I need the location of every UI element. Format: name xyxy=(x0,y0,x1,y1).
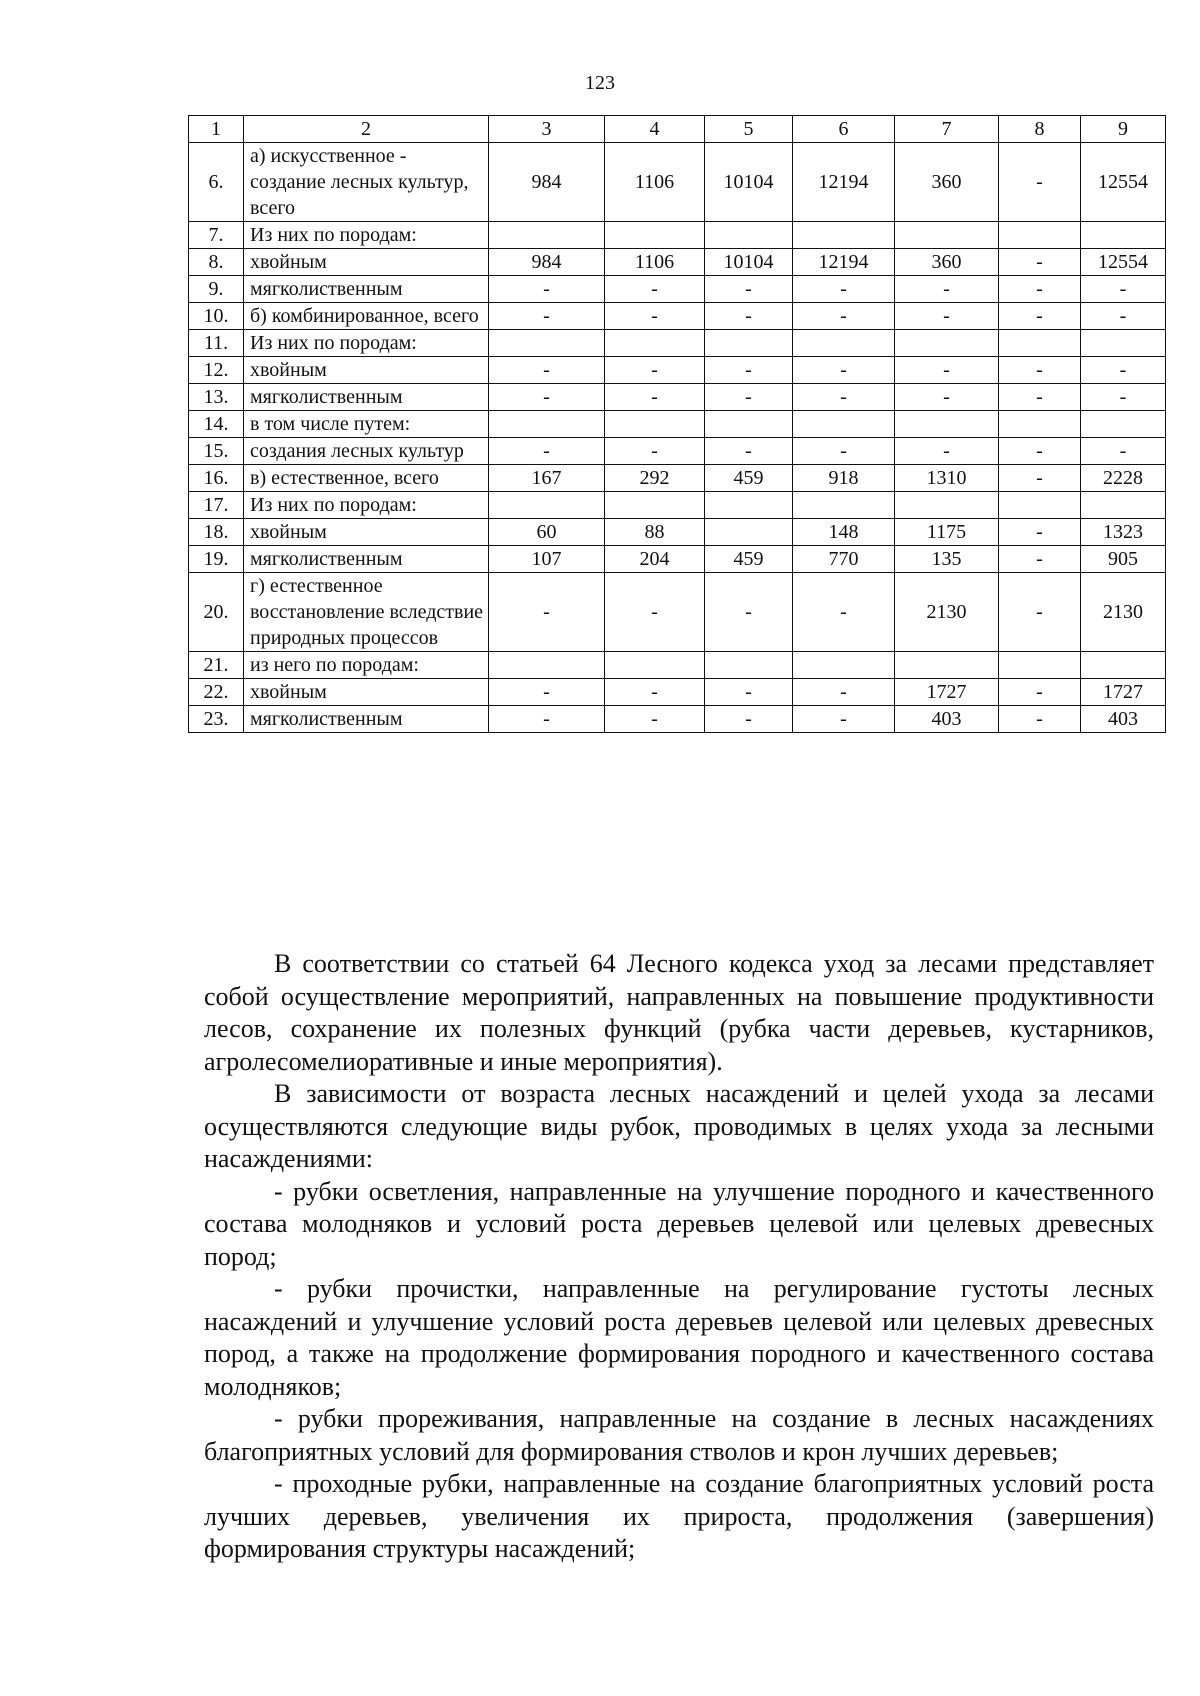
table-cell: - xyxy=(999,519,1081,546)
table-cell xyxy=(1081,330,1166,357)
row-number: 19. xyxy=(189,546,244,573)
table-cell: 984 xyxy=(489,249,605,276)
table-cell: - xyxy=(895,303,999,330)
row-label: г) естественное восстановление вследствие природных процессов xyxy=(244,573,489,652)
table-cell: - xyxy=(1081,438,1166,465)
row-number: 13. xyxy=(189,384,244,411)
table-cell: 12194 xyxy=(793,143,895,222)
table-cell: 12554 xyxy=(1081,249,1166,276)
row-number: 10. xyxy=(189,303,244,330)
row-number: 15. xyxy=(189,438,244,465)
table-cell: 1323 xyxy=(1081,519,1166,546)
row-number: 7. xyxy=(189,222,244,249)
table-cell: - xyxy=(705,679,793,706)
table-cell: - xyxy=(793,706,895,733)
column-header: 3 xyxy=(489,116,605,143)
table-cell: - xyxy=(705,303,793,330)
column-header: 5 xyxy=(705,116,793,143)
row-label: в том числе путем: xyxy=(244,411,489,438)
row-number: 18. xyxy=(189,519,244,546)
table-cell: 135 xyxy=(895,546,999,573)
table-cell: 10104 xyxy=(705,249,793,276)
row-number: 8. xyxy=(189,249,244,276)
column-header: 7 xyxy=(895,116,999,143)
table-cell: - xyxy=(489,384,605,411)
table-cell: - xyxy=(793,438,895,465)
table-cell: - xyxy=(793,679,895,706)
row-number: 9. xyxy=(189,276,244,303)
table-cell: - xyxy=(793,303,895,330)
table-row xyxy=(189,143,1166,222)
paragraph: - проходные рубки, направленные на создание благоприятных условий роста лучших деревьев, увеличения их прироста, продолжения (завершения) формирования структуры насаждений; xyxy=(204,1469,1154,1563)
table-cell xyxy=(1081,492,1166,519)
row-label: мягколиственным xyxy=(244,384,489,411)
table-cell xyxy=(489,492,605,519)
column-header: 9 xyxy=(1081,116,1166,143)
table-row xyxy=(189,330,1166,357)
table-row xyxy=(189,222,1166,249)
table-cell xyxy=(1081,652,1166,679)
table-cell: 403 xyxy=(1081,706,1166,733)
row-label: создания лесных культур xyxy=(244,438,489,465)
table-cell: 88 xyxy=(605,519,705,546)
table-cell: 10104 xyxy=(705,143,793,222)
table-cell: 1106 xyxy=(605,143,705,222)
table-cell xyxy=(705,652,793,679)
row-label: хвойным xyxy=(244,519,489,546)
table-row xyxy=(189,546,1166,573)
row-number: 22. xyxy=(189,679,244,706)
table-cell xyxy=(705,330,793,357)
table-cell: - xyxy=(793,276,895,303)
row-number: 20. xyxy=(189,573,244,652)
table-row xyxy=(189,465,1166,492)
table-row xyxy=(189,679,1166,706)
table-cell xyxy=(1081,222,1166,249)
table-cell: - xyxy=(489,438,605,465)
row-label: Из них по породам: xyxy=(244,330,489,357)
table-cell: 984 xyxy=(489,143,605,222)
row-number: 21. xyxy=(189,652,244,679)
table-cell: - xyxy=(895,276,999,303)
table-cell: - xyxy=(605,706,705,733)
table-cell: - xyxy=(793,384,895,411)
table-cell: 1727 xyxy=(1081,679,1166,706)
table-cell: - xyxy=(999,465,1081,492)
table-cell: - xyxy=(1081,357,1166,384)
table-cell: 12554 xyxy=(1081,143,1166,222)
row-label: мягколиственным xyxy=(244,276,489,303)
table-row xyxy=(189,492,1166,519)
table-cell: - xyxy=(705,573,793,652)
table-cell xyxy=(605,652,705,679)
table-row xyxy=(189,411,1166,438)
table-cell: - xyxy=(895,357,999,384)
table-cell: - xyxy=(489,706,605,733)
table-row xyxy=(189,438,1166,465)
table-cell: - xyxy=(489,357,605,384)
table-cell: - xyxy=(605,679,705,706)
table-cell xyxy=(999,492,1081,519)
table-cell: - xyxy=(489,679,605,706)
table-cell: - xyxy=(705,276,793,303)
column-header: 2 xyxy=(244,116,489,143)
table-cell xyxy=(999,652,1081,679)
table-cell: - xyxy=(605,384,705,411)
table-cell: 459 xyxy=(705,546,793,573)
table-cell: - xyxy=(999,546,1081,573)
table-row xyxy=(189,303,1166,330)
row-number: 23. xyxy=(189,706,244,733)
table-cell xyxy=(489,330,605,357)
table-cell: 2130 xyxy=(1081,573,1166,652)
table-cell: - xyxy=(895,438,999,465)
table-cell xyxy=(999,222,1081,249)
table-cell: - xyxy=(705,357,793,384)
row-label: в) естественное, всего xyxy=(244,465,489,492)
paragraph: - рубки прореживания, направленные на создание в лесных насаждениях благоприятных условий для формирования стволов и крон лучших деревьев; xyxy=(204,1404,1154,1466)
table-cell: 107 xyxy=(489,546,605,573)
table-cell: - xyxy=(705,384,793,411)
table-cell xyxy=(605,222,705,249)
paragraph: - рубки прочистки, направленные на регулирование густоты лесных насаждений и улучшение условий роста деревьев целевой или целевых древесных пород, а также на продолжение формирования породного и качественного состава молодняков; xyxy=(204,1274,1154,1401)
row-label: б) комбинированное, всего xyxy=(244,303,489,330)
table-cell: 60 xyxy=(489,519,605,546)
table-row xyxy=(189,573,1166,652)
table-cell: - xyxy=(895,384,999,411)
table-cell: 1106 xyxy=(605,249,705,276)
table-row xyxy=(189,706,1166,733)
table-cell xyxy=(489,652,605,679)
row-label: Из них по породам: xyxy=(244,492,489,519)
page-number: 123 xyxy=(585,72,615,94)
table-cell xyxy=(793,652,895,679)
row-label: хвойным xyxy=(244,357,489,384)
table-row xyxy=(189,384,1166,411)
table-cell: - xyxy=(999,303,1081,330)
row-number: 11. xyxy=(189,330,244,357)
table-cell xyxy=(489,222,605,249)
table-cell: 167 xyxy=(489,465,605,492)
row-label: мягколиственным xyxy=(244,546,489,573)
table-cell: - xyxy=(605,303,705,330)
table-cell: - xyxy=(999,679,1081,706)
row-label: а) искусственное - создание лесных культур, всего xyxy=(244,143,489,222)
table-cell xyxy=(895,330,999,357)
table-cell: - xyxy=(489,303,605,330)
table-cell: - xyxy=(999,384,1081,411)
table-cell xyxy=(705,411,793,438)
table-row xyxy=(189,357,1166,384)
table-cell: - xyxy=(605,276,705,303)
table-cell: 2228 xyxy=(1081,465,1166,492)
table-cell: - xyxy=(1081,276,1166,303)
table-cell xyxy=(999,330,1081,357)
row-number: 17. xyxy=(189,492,244,519)
table-cell: - xyxy=(605,573,705,652)
table-cell xyxy=(705,222,793,249)
column-header: 8 xyxy=(999,116,1081,143)
table-cell xyxy=(605,492,705,519)
table-row xyxy=(189,652,1166,679)
table-cell: - xyxy=(605,438,705,465)
table-cell xyxy=(999,411,1081,438)
column-header: 1 xyxy=(189,116,244,143)
row-number: 12. xyxy=(189,357,244,384)
paragraph: В зависимости от возраста лесных насаждений и целей ухода за лесами осуществляются следующие виды рубок, проводимых в целях ухода за лесными насаждениями: xyxy=(204,1079,1154,1173)
table-cell: 1727 xyxy=(895,679,999,706)
table-cell xyxy=(1081,411,1166,438)
table-cell: 918 xyxy=(793,465,895,492)
table-cell: - xyxy=(999,357,1081,384)
table-cell xyxy=(793,222,895,249)
table-cell: 459 xyxy=(705,465,793,492)
table-cell: 292 xyxy=(605,465,705,492)
paragraph: - рубки осветления, направленные на улучшение породного и качественного состава молодняков и условий роста деревьев целевой или целевых древесных пород; xyxy=(204,1176,1154,1271)
table-cell: - xyxy=(999,276,1081,303)
table-cell: - xyxy=(999,143,1081,222)
table-cell: 360 xyxy=(895,249,999,276)
table-cell: 905 xyxy=(1081,546,1166,573)
table-cell: - xyxy=(489,573,605,652)
table-cell xyxy=(605,330,705,357)
table-row xyxy=(189,249,1166,276)
table-cell xyxy=(793,330,895,357)
table-header-row xyxy=(189,116,1166,143)
table-cell: 12194 xyxy=(793,249,895,276)
table-body xyxy=(189,143,1166,733)
table-cell: 2130 xyxy=(895,573,999,652)
table-cell xyxy=(895,222,999,249)
row-label: хвойным xyxy=(244,679,489,706)
table-cell: - xyxy=(605,357,705,384)
row-number: 16. xyxy=(189,465,244,492)
table-cell: - xyxy=(999,249,1081,276)
body-text xyxy=(204,948,1154,1566)
table-row xyxy=(189,519,1166,546)
forest-regeneration-table xyxy=(188,115,1166,733)
table-cell xyxy=(605,411,705,438)
row-label: из него по породам: xyxy=(244,652,489,679)
row-label: Из них по породам: xyxy=(244,222,489,249)
table-cell: - xyxy=(999,438,1081,465)
table-cell: 1175 xyxy=(895,519,999,546)
table-cell xyxy=(489,411,605,438)
table-cell: - xyxy=(793,357,895,384)
table-row xyxy=(189,276,1166,303)
table-cell: - xyxy=(1081,384,1166,411)
table-cell: - xyxy=(793,573,895,652)
row-number: 6. xyxy=(189,143,244,222)
table-cell: - xyxy=(1081,303,1166,330)
table-cell: 1310 xyxy=(895,465,999,492)
table-cell xyxy=(705,492,793,519)
table-cell xyxy=(895,411,999,438)
table-cell: 403 xyxy=(895,706,999,733)
paragraph: В соответствии со статьей 64 Лесного кодекса уход за лесами представляет собой осуществление мероприятий, направленных на повышение продуктивности лесов, сохранение их полезных функций (рубка части деревьев, кустарников, агролесомелиоративные и иные мероприятия). xyxy=(204,949,1154,1076)
column-header: 4 xyxy=(605,116,705,143)
row-label: мягколиственным xyxy=(244,706,489,733)
table-cell xyxy=(793,411,895,438)
table-cell: 204 xyxy=(605,546,705,573)
column-header: 6 xyxy=(793,116,895,143)
table-cell xyxy=(705,519,793,546)
table-cell: 148 xyxy=(793,519,895,546)
table-cell: - xyxy=(705,706,793,733)
table-cell: - xyxy=(489,276,605,303)
table-cell xyxy=(895,652,999,679)
table-cell: - xyxy=(999,706,1081,733)
row-label: хвойным xyxy=(244,249,489,276)
table-cell xyxy=(793,492,895,519)
table-cell: - xyxy=(705,438,793,465)
table-cell xyxy=(895,492,999,519)
table-cell: - xyxy=(999,573,1081,652)
table-cell: 360 xyxy=(895,143,999,222)
table-cell: 770 xyxy=(793,546,895,573)
row-number: 14. xyxy=(189,411,244,438)
